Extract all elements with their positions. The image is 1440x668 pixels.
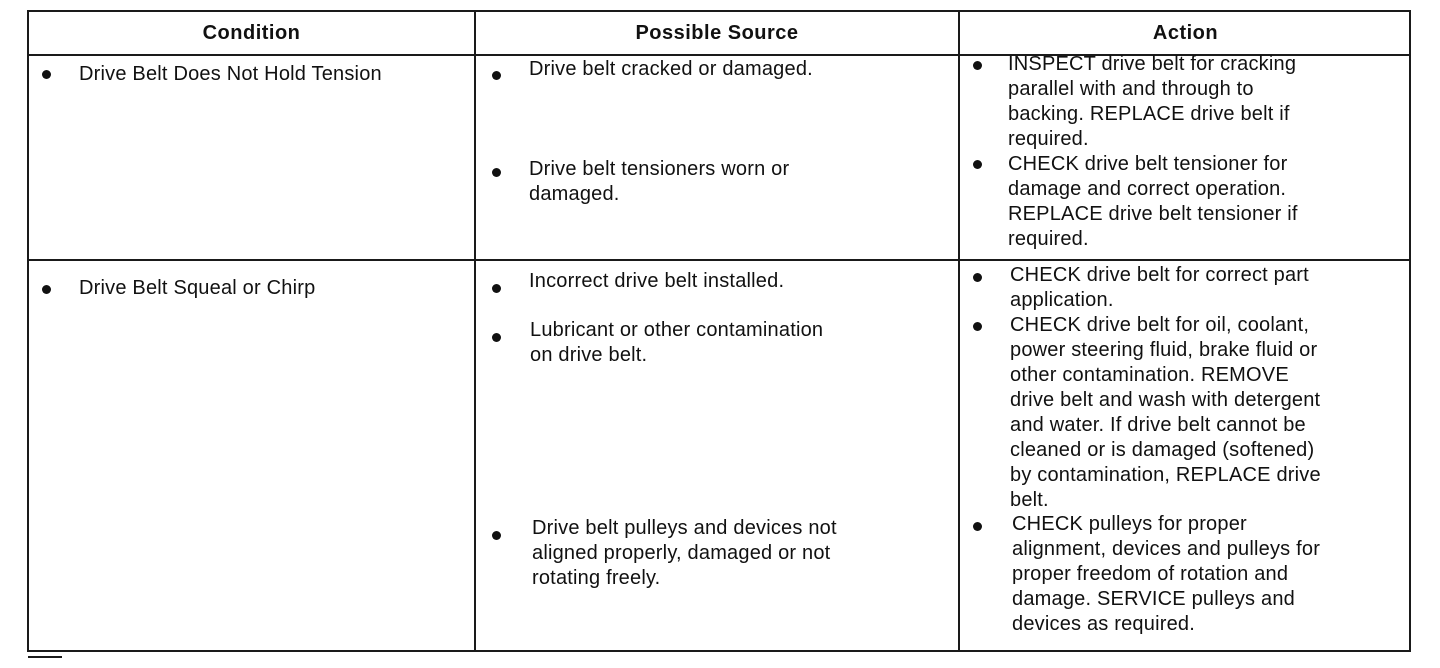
column-divider-1	[474, 12, 476, 650]
bullet-icon	[492, 284, 501, 293]
diagnosis-table	[27, 10, 1411, 652]
condition-drive-belt-tension: Drive Belt Does Not Hold Tension	[79, 63, 382, 85]
bullet-icon	[42, 285, 51, 294]
condition-belt-squeal: Drive Belt Squeal or Chirp	[79, 277, 316, 299]
bullet-icon	[492, 71, 501, 80]
action-check-pulleys: CHECK pulleys for proper alignment, devices and pulleys for proper freedom of rotation and damage. SERVICE pulleys and devices as required.	[1012, 513, 1321, 635]
source-incorrect-belt: Incorrect drive belt installed.	[529, 270, 785, 292]
bullet-icon	[42, 70, 51, 79]
bullet-icon	[973, 273, 982, 282]
source-tensioners-worn: Drive belt tensioners worn or damaged.	[529, 158, 790, 205]
bullet-icon	[973, 322, 982, 331]
bullet-icon	[973, 160, 982, 169]
action-inspect-belt: INSPECT drive belt for cracking parallel with and through to backing. REPLACE drive belt if required.	[1008, 53, 1297, 150]
header-condition: Condition	[202, 21, 301, 44]
bullet-icon	[492, 531, 501, 540]
source-pulleys-misaligned: Drive belt pulleys and devices not aligned properly, damaged or not rotating freely.	[532, 517, 837, 589]
action-check-part-application: CHECK drive belt for correct part application.	[1010, 264, 1309, 311]
action-check-contamination: CHECK drive belt for oil, coolant, power steering fluid, brake fluid or other contamination. REMOVE drive belt and wash with detergent and water. If drive belt cannot be cleaned or is damaged (softened) by contamination, REPLACE drive belt.	[1010, 314, 1321, 511]
source-lubricant-contamination: Lubricant or other contamination on drive belt.	[530, 319, 824, 366]
bullet-icon	[973, 522, 982, 531]
bullet-icon	[973, 61, 982, 70]
header-action: Action	[1152, 21, 1219, 44]
bullet-icon	[492, 333, 501, 342]
column-divider-2	[958, 12, 960, 650]
source-belt-cracked: Drive belt cracked or damaged.	[529, 58, 813, 80]
action-check-tensioner: CHECK drive belt tensioner for damage and correct operation. REPLACE drive belt tensioner if required.	[1008, 153, 1298, 250]
header-possible-source: Possible Source	[635, 21, 799, 44]
row-divider	[29, 259, 1409, 261]
bullet-icon	[492, 168, 501, 177]
page-mark	[28, 656, 62, 658]
